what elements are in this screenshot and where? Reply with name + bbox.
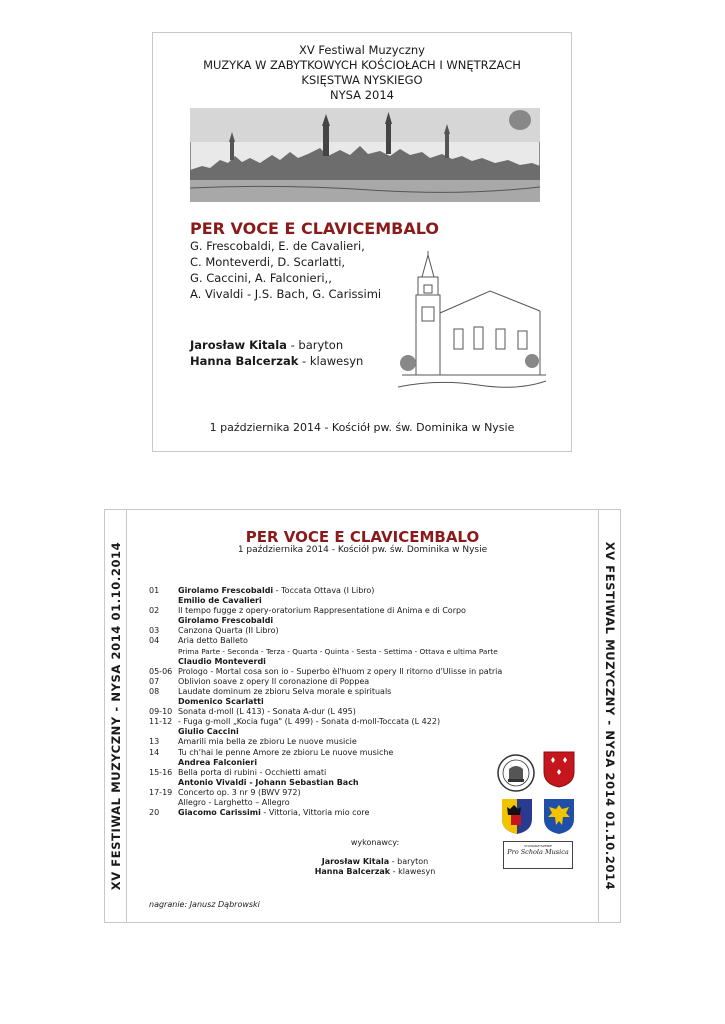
back-performers bbox=[275, 838, 475, 877]
composer-line: G. Frescobaldi, E. de Cavalieri, bbox=[190, 239, 365, 253]
performer-role: - baryton bbox=[389, 857, 429, 866]
work-title: Tu ch'hai le penne Amore ze zbioru Le nuove musiche bbox=[178, 747, 394, 757]
performer-role: - klawesyn bbox=[390, 867, 436, 876]
program-row bbox=[149, 636, 569, 646]
program-row bbox=[149, 606, 569, 616]
track-number bbox=[149, 596, 178, 606]
track-number bbox=[149, 758, 178, 768]
header-line-3: KSIĘSTWA NYSKIEGO bbox=[301, 73, 423, 87]
front-cover bbox=[152, 32, 572, 452]
track-number: 09-10 bbox=[149, 707, 173, 717]
work-title: Laudate dominum ze zbioru Selva morale e spirituals bbox=[178, 686, 392, 696]
track-number: 05-06 bbox=[149, 666, 173, 676]
work-title: - Fuga g-moll „Kocia fuga" (L 499) - Sonata d-moll-Toccata (L 422) bbox=[178, 717, 441, 727]
program-row bbox=[149, 737, 569, 747]
spine-right-text: XV FESTIWAL MUZYCZNY - NYSA 2014 01.10.2014 bbox=[602, 541, 617, 891]
program-row bbox=[149, 616, 569, 626]
program-row bbox=[149, 697, 569, 707]
composer-name: Domenico Scarlatti bbox=[178, 697, 264, 707]
work-title: Bella porta di rubini - Occhietti amati bbox=[178, 767, 327, 777]
track-number: 20 bbox=[149, 808, 160, 818]
track-number: 03 bbox=[149, 626, 160, 636]
work-title: Concerto op. 3 nr 9 (BWV 972) bbox=[178, 787, 301, 797]
composer-name: Girolamo Frescobaldi bbox=[178, 586, 274, 595]
header-line-2: MUZYKA W ZABYTKOWYCH KOŚCIOŁACH I WNĘTRZACH bbox=[203, 58, 521, 72]
work-title: Amarili mia bella ze zbioru Le nuove musicie bbox=[178, 737, 357, 747]
program-row bbox=[149, 707, 569, 717]
program-row bbox=[149, 667, 569, 677]
association-label: STOWARZYSZENIE bbox=[524, 844, 552, 848]
movement-list: Prima Parte - Seconda - Terza - Quarta - Quinta - Sesta - Settima - Ottava e ultima Parte bbox=[178, 646, 498, 656]
program-row bbox=[149, 717, 569, 727]
program-row bbox=[149, 727, 569, 737]
performer-line bbox=[190, 353, 363, 369]
composer-name: Claudio Monteverdi bbox=[178, 656, 266, 666]
track-number: 04 bbox=[149, 636, 160, 646]
track-number bbox=[149, 616, 178, 626]
work-title: Aria detto Balleto bbox=[178, 636, 248, 646]
back-inlay bbox=[104, 509, 621, 923]
composer-line: C. Monteverdi, D. Scarlatti, bbox=[190, 255, 346, 269]
track-number bbox=[149, 798, 178, 808]
nysa-panorama-engraving bbox=[190, 108, 540, 202]
track-number: 01 bbox=[149, 586, 160, 595]
track-number: 17-19 bbox=[149, 787, 173, 797]
spine-right bbox=[598, 510, 620, 922]
composer-name: Girolamo Frescobaldi bbox=[178, 616, 274, 626]
performer-role: - baryton bbox=[286, 338, 344, 352]
work-title: Il tempo fugge z opery-oratorium Rappresentatione di Anima e di Corpo bbox=[178, 606, 466, 616]
program-row bbox=[149, 586, 569, 596]
track-number bbox=[149, 657, 178, 667]
composer-line: A. Vivaldi - J.S. Bach, G. Carissimi bbox=[190, 287, 382, 301]
program-row bbox=[149, 596, 569, 606]
track-number: 02 bbox=[149, 606, 160, 616]
track-number: 08 bbox=[149, 686, 160, 696]
work-title: Canzona Quarta (II Libro) bbox=[178, 626, 279, 636]
performer-line bbox=[190, 337, 363, 353]
program-row bbox=[149, 647, 569, 657]
work-title: Sonata d-moll (L 413) - Sonata A-dur (L 495) bbox=[178, 707, 356, 717]
program-row bbox=[149, 677, 569, 687]
performer-name: Hanna Balcerzak bbox=[190, 354, 299, 368]
opole-voivodeship-arms-icon bbox=[500, 797, 534, 835]
front-date-venue: 1 października 2014 - Kościół pw. św. Dominika w Nysie bbox=[209, 421, 515, 434]
track-number: 14 bbox=[149, 747, 160, 757]
festival-header bbox=[153, 43, 571, 103]
composer-name: Giacomo Carissimi bbox=[178, 808, 261, 818]
recording-credit: nagranie: Janusz Dąbrowski bbox=[149, 900, 260, 909]
composer-name: Andrea Falconieri bbox=[178, 757, 258, 767]
work-title: - Toccata Ottava (I Libro) bbox=[273, 586, 375, 595]
back-date-venue: 1 października 2014 - Kościół pw. św. Dominika w Nysie bbox=[237, 545, 488, 555]
composer-name: Antonio Vivaldi - Johann Sebastian Bach bbox=[178, 777, 359, 787]
performer-name: Jarosław Kitala bbox=[190, 338, 287, 352]
track-number bbox=[149, 697, 178, 707]
nysa-coat-of-arms-icon bbox=[542, 750, 576, 788]
movement-list: Allegro - Larghetto – Allegro bbox=[178, 797, 290, 807]
performers-label: wykonawcy: bbox=[350, 838, 400, 847]
performer-line bbox=[275, 857, 475, 867]
front-performers bbox=[190, 337, 363, 369]
header-line-1: XV Festiwal Muzyczny bbox=[299, 43, 425, 57]
program-row bbox=[149, 626, 569, 636]
track-number bbox=[149, 727, 178, 737]
opole-eagle-arms-icon bbox=[542, 797, 576, 835]
program-row bbox=[149, 657, 569, 667]
front-title: PER VOCE E CLAVICEMBALO bbox=[190, 219, 439, 238]
composer-line: G. Caccini, A. Falconieri,, bbox=[190, 271, 332, 285]
work-title: Oblivion soave z opery Il coronazione di Poppea bbox=[178, 676, 370, 686]
work-title: - Vittoria, Vittoria mio core bbox=[260, 808, 370, 818]
back-title: PER VOCE E CLAVICEMBALO bbox=[245, 528, 480, 546]
performer-role: - klawesyn bbox=[298, 354, 364, 368]
composer-list bbox=[190, 238, 381, 302]
track-number: 11-12 bbox=[149, 717, 173, 727]
spine-left bbox=[105, 510, 127, 922]
school-seal-logo bbox=[496, 753, 536, 793]
header-line-4: NYSA 2014 bbox=[330, 88, 394, 102]
church-drawing bbox=[398, 251, 546, 391]
performer-line bbox=[275, 867, 475, 877]
track-number: 07 bbox=[149, 676, 160, 686]
composer-name: Giulio Caccini bbox=[178, 727, 239, 737]
spine-left-text: XV FESTIWAL MUZYCZNY - NYSA 2014 01.10.2014 bbox=[108, 541, 123, 891]
performer-name: Jarosław Kitala bbox=[321, 857, 390, 866]
pro-schola-musica-logo bbox=[503, 841, 573, 869]
association-name: Pro Schola Musica bbox=[507, 848, 569, 856]
track-text bbox=[178, 586, 569, 596]
performer-name: Hanna Balcerzak bbox=[314, 867, 391, 876]
track-number bbox=[149, 778, 178, 788]
track-number: 13 bbox=[149, 737, 160, 747]
track-number: 15-16 bbox=[149, 767, 173, 777]
program-row bbox=[149, 687, 569, 697]
track-number bbox=[149, 647, 178, 657]
work-title: Prologo - Mortal cosa son io - Superbo èl'huom z opery Il ritorno d'Ulisse in patria bbox=[178, 666, 503, 676]
composer-name: Emilio de Cavalieri bbox=[178, 596, 262, 606]
